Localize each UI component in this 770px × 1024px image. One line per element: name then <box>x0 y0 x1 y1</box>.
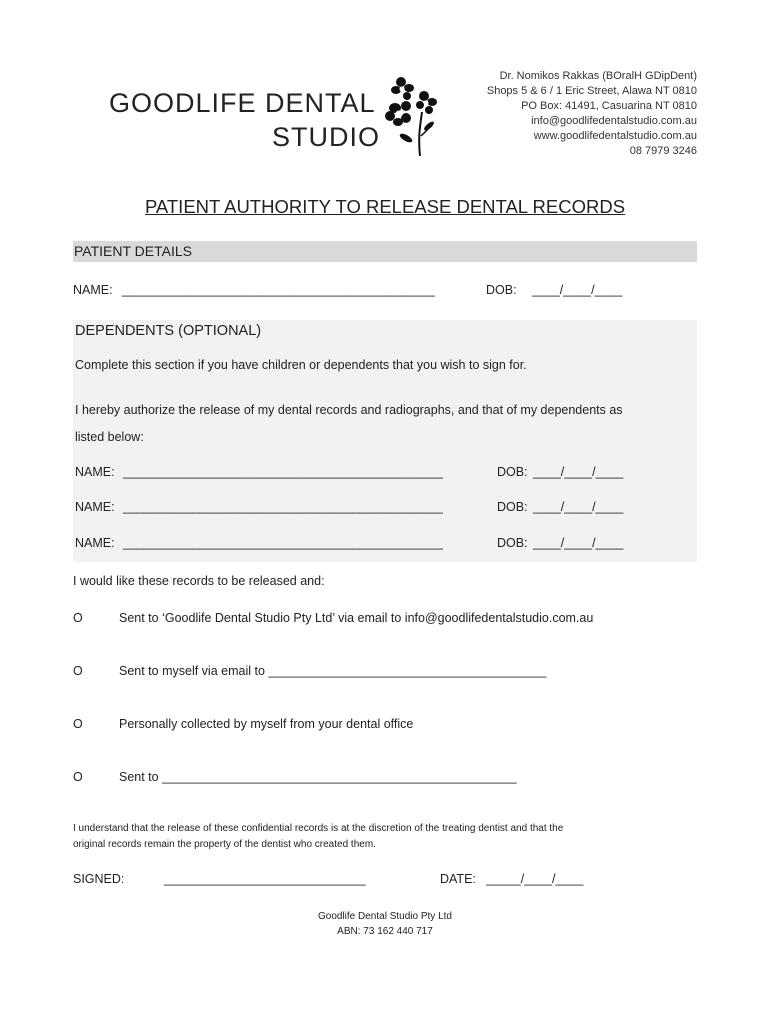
dependent-dob-label: DOB: <box>497 536 528 550</box>
release-option-radio[interactable]: O <box>73 770 83 784</box>
release-intro: I would like these records to be released and: <box>73 574 325 588</box>
release-option-radio[interactable]: O <box>73 664 83 678</box>
dependent-name-field[interactable]: ______________________________________________ <box>123 465 443 479</box>
dependents-heading: DEPENDENTS (OPTIONAL) <box>75 323 262 339</box>
logo-text-studio: STUDIO <box>272 122 381 152</box>
dependent-name-label: NAME: <box>75 500 115 514</box>
disclaimer-line1: I understand that the release of these confidential records is at the discretion of the treating dentist and that the <box>73 823 564 834</box>
release-option-radio[interactable]: O <box>73 611 83 625</box>
patient-dob-field[interactable]: ____/____/____ <box>532 283 623 297</box>
dependents-section <box>73 320 697 562</box>
dentist-name: Dr. Nomikos Rakkas (BOralH GDipDent) <box>499 70 697 82</box>
contact-phone: 08 7979 3246 <box>629 145 697 157</box>
date-label: DATE: <box>440 872 476 886</box>
logo-text-goodlife-dental: GOODLIFE DENTAL <box>109 88 376 118</box>
dependents-intro: Complete this section if you have children or dependents that you wish to sign for. <box>75 358 527 372</box>
po-box: PO Box: 41491, Casuarina NT 0810 <box>521 100 697 112</box>
signed-label: SIGNED: <box>73 872 125 886</box>
authorization-text-line1: I hereby authorize the release of my dental records and radiographs, and that of my dependents as <box>75 403 623 417</box>
dependent-name-field[interactable]: ______________________________________________ <box>123 536 443 550</box>
form-title: PATIENT AUTHORITY TO RELEASE DENTAL RECORDS <box>144 196 626 217</box>
footer-company: Goodlife Dental Studio Pty Ltd <box>318 911 452 922</box>
dependent-dob-label: DOB: <box>497 465 528 479</box>
contact-email: info@goodlifedentalstudio.com.au <box>531 115 697 127</box>
dependent-name-label: NAME: <box>75 465 115 479</box>
release-option-radio[interactable]: O <box>73 717 83 731</box>
release-option-email-clinic: Sent to ‘Goodlife Dental Studio Pty Ltd’ via email to info@goodlifedentalstudio.com.au <box>119 611 594 625</box>
release-option-collect: Personally collected by myself from your dental office <box>119 717 414 731</box>
dependent-dob-label: DOB: <box>497 500 528 514</box>
dependent-dob-field[interactable]: ____/____/____ <box>533 536 624 550</box>
dependent-dob-field[interactable]: ____/____/____ <box>533 500 624 514</box>
date-field[interactable]: _____/____/____ <box>486 872 584 886</box>
dependent-dob-field[interactable]: ____/____/____ <box>533 465 624 479</box>
signature-field[interactable]: _____________________________ <box>164 872 366 886</box>
practice-contact-block <box>487 69 697 159</box>
dependent-name-label: NAME: <box>75 536 115 550</box>
street-address: Shops 5 & 6 / 1 Eric Street, Alawa NT 0810 <box>486 85 697 97</box>
contact-website: www.goodlifedentalstudio.com.au <box>533 130 697 142</box>
release-option-sent-to[interactable]: Sent to ___________________________________________________ <box>119 770 517 784</box>
authorization-text-line2: listed below: <box>75 430 144 444</box>
patient-details-heading: PATIENT DETAILS <box>74 243 192 259</box>
patient-details-header <box>73 241 697 262</box>
footer-abn: ABN: 73 162 440 717 <box>337 926 433 937</box>
patient-dob-label: DOB: <box>486 283 517 297</box>
flower-logo-icon <box>376 76 438 158</box>
patient-name-label: NAME: <box>73 283 113 297</box>
release-option-email-self[interactable]: Sent to myself via email to ________________________________________ <box>119 664 547 678</box>
patient-name-field[interactable]: _____________________________________________ <box>122 283 435 297</box>
dependent-name-field[interactable]: ______________________________________________ <box>123 500 443 514</box>
disclaimer-line2: original records remain the property of the dentist who created them. <box>73 839 376 850</box>
